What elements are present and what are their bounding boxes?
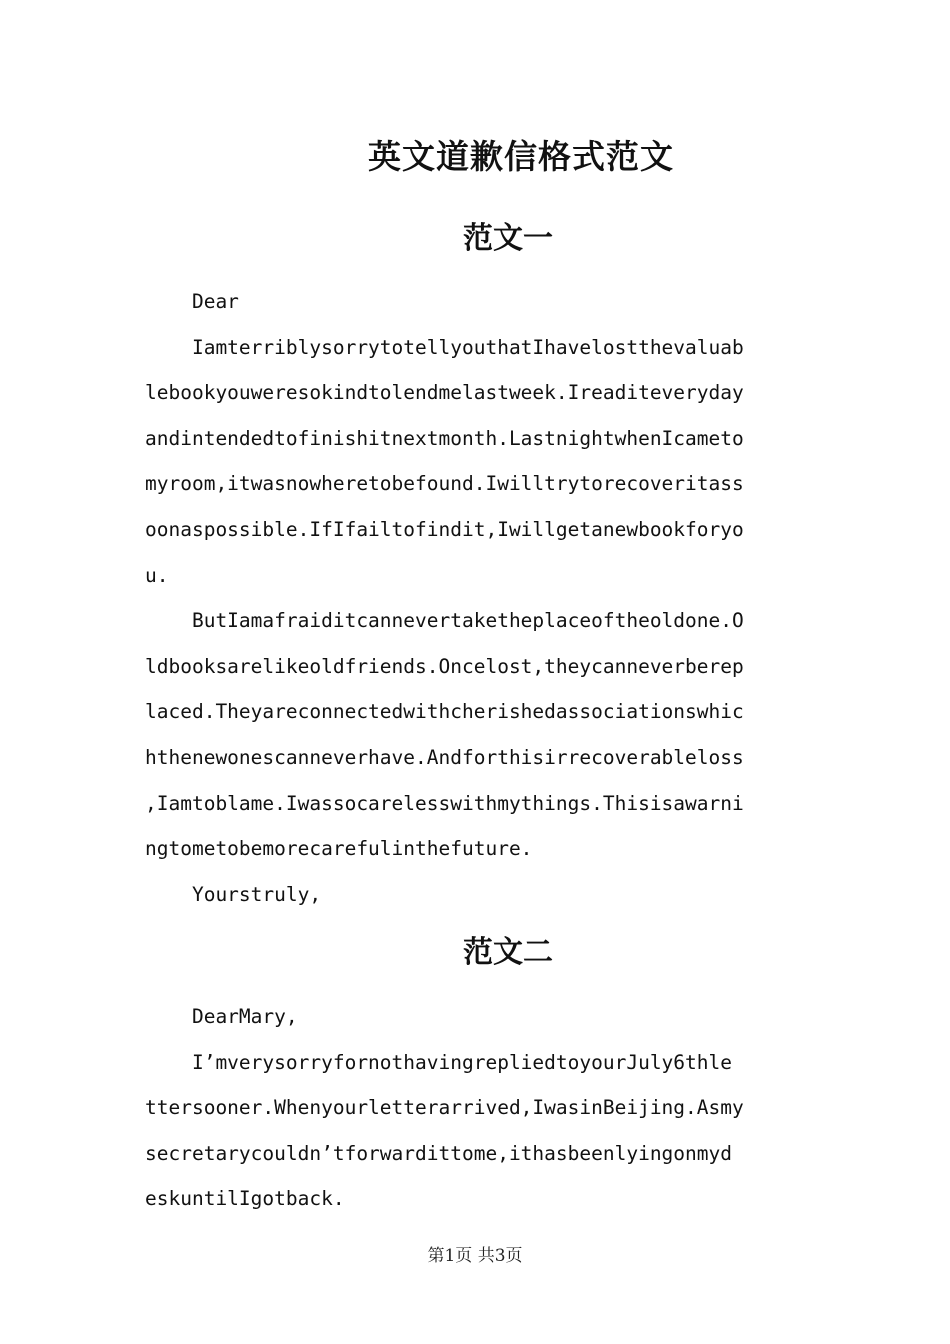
text-line: eskuntilIgotback. (145, 1187, 345, 1211)
text-line: Dear (145, 290, 239, 313)
text-line: ngtometobemorecarefulinthefuture. (145, 837, 533, 861)
sample-one-body (145, 279, 800, 917)
text-line: laced.Theyareconnectedwithcherishedassociationswhic (145, 700, 744, 724)
text-line: andintendedtofinishitnextmonth.LastnightwhenIcameto (145, 426, 744, 450)
document-title: 英文道歉信格式范文 (368, 137, 674, 176)
sample-one-heading: 范文一 (463, 221, 553, 256)
sample-two-body (145, 994, 800, 1222)
text-line: ldbooksarelikeoldfriends.Oncelost,theycanneverberep (145, 654, 744, 678)
text-line: lebookyouweresokindtolendmelastweek.Ireaditeveryday (145, 381, 744, 405)
sample-two-heading: 范文二 (463, 935, 553, 970)
text-line: secretarycouldn’tforwardittome,ithasbeenlyingonmyd (145, 1141, 732, 1165)
text-line: ButIamafraiditcannevertaketheplaceoftheoldone.O (145, 609, 744, 633)
text-line: hthenewonescanneverhave.Andforthisirrecoverableloss (145, 745, 744, 769)
text-line: oonaspossible.IfIfailtofindit,Iwillgetanewbookforyo (145, 517, 744, 541)
text-line: myroom,itwasnowheretobefound.Iwilltrytorecoveritass (145, 472, 744, 496)
text-line: ,Iamtoblame.Iwassocarelesswithmythings.Thisisawarni (145, 791, 744, 815)
text-line: ttersooner.Whenyourletterarrived,IwasinBeijing.Asmy (145, 1096, 744, 1120)
text-line: DearMary, (145, 1005, 298, 1028)
text-line: u. (145, 563, 169, 587)
text-line: I’mverysorryfornothavingrepliedtoyourJuly6thle (145, 1050, 732, 1074)
text-line: Yourstruly, (145, 882, 322, 906)
text-line: IamterriblysorrytotellyouthatIhavelostthevaluab (145, 335, 744, 359)
page-footer: 第1页 共3页 (427, 1246, 523, 1266)
